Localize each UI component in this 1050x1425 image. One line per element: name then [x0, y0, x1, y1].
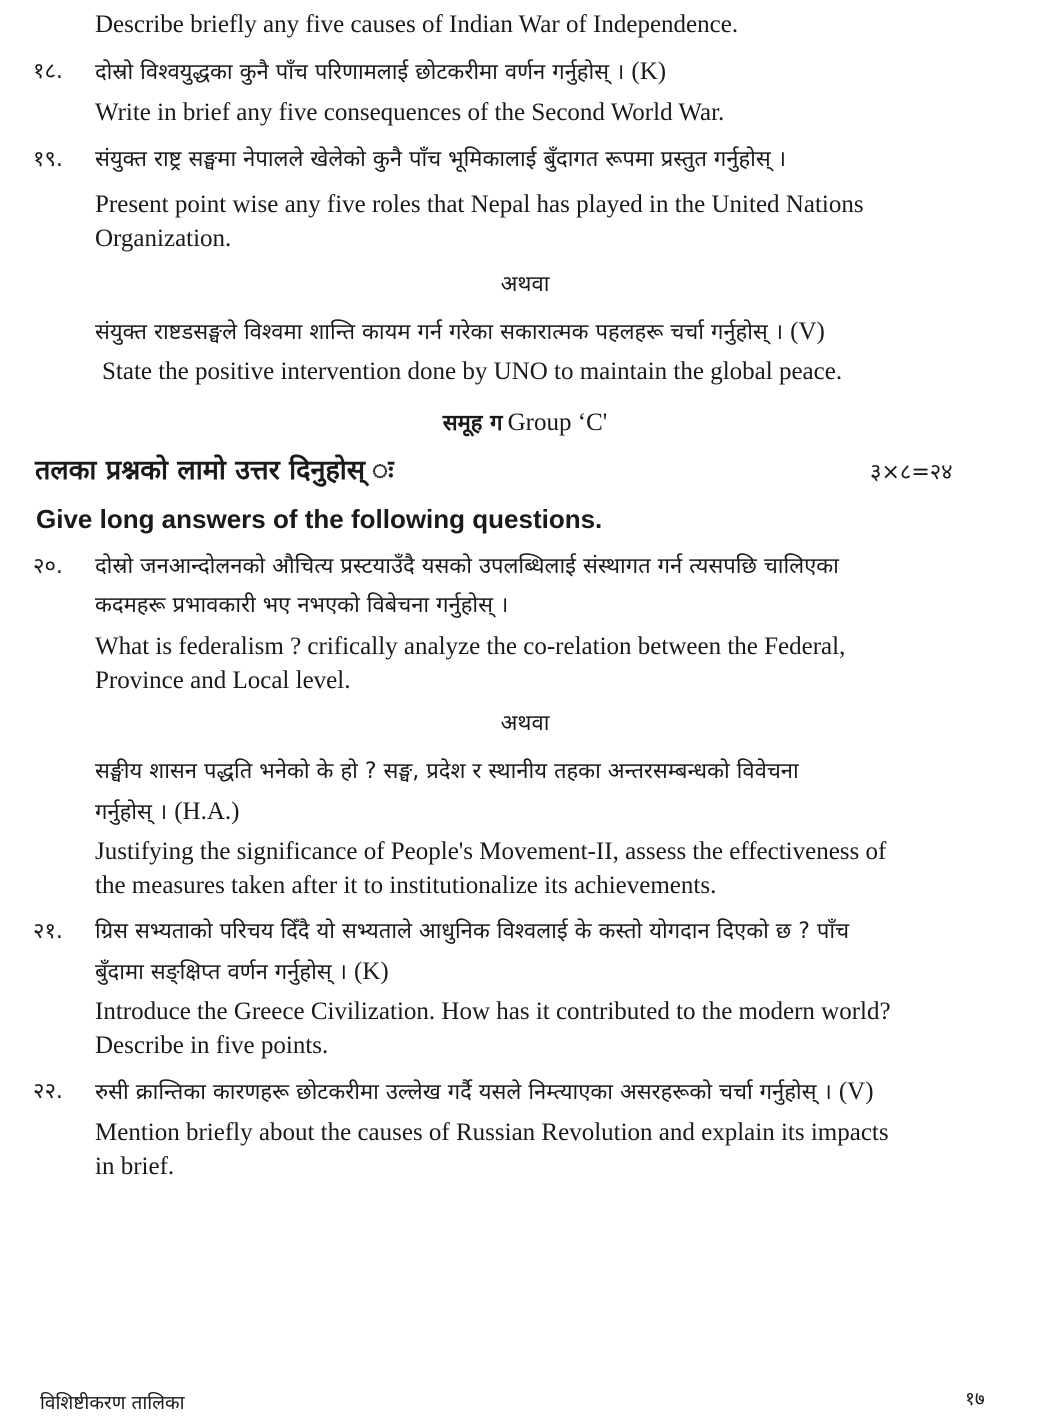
- q17-english: Describe briefly any five causes of Indian War of Independence.: [95, 11, 739, 38]
- q19-english-line1: Present point wise any five roles that Nepal has played in the United Nations: [95, 191, 864, 218]
- q20-nepali-line1: दोस्रो जनआन्दोलनको औचित्य प्रस्टयाउँदै यसको उपलब्धिलाई संस्थागत गर्न त्यसपछि चालिएका: [95, 554, 839, 579]
- footer-title: विशिष्टीकरण तालिका: [40, 1392, 185, 1414]
- q18-number: १८.: [33, 59, 63, 84]
- q19-or-label: अथवा: [500, 272, 550, 297]
- q22-number: २२.: [33, 1079, 63, 1104]
- q21-nepali-line1: ग्रिस सभ्यताको परिचय दिँदै यो सभ्यताले आधुनिक विश्वलाई के कस्तो योगदान दिएको छ ? पाँच: [95, 919, 850, 944]
- long-answer-instruction-nepali: तलका प्रश्नको लामो उत्तर दिनुहोस् ः: [35, 455, 394, 486]
- q20-or-label: अथवा: [500, 711, 550, 736]
- q19-nepali: संयुक्त राष्ट्र सङ्घमा नेपालले खेलेको कुनै पाँच भूमिकालाई बुँदागत रूपमा प्रस्तुत गर्नुहोस् ।: [95, 147, 787, 172]
- group-c-heading: समूह ग Group ‘C': [442, 409, 608, 436]
- marks-allocation: ३×८=२४: [870, 460, 953, 485]
- q20-alt-english-line2: the measures taken after it to institutionalize its achievements.: [95, 872, 717, 899]
- q18-nepali: दोस्रो विश्वयुद्धका कुनै पाँच परिणामलाई छोटकरीमा वर्णन गर्नुहोस् । (K): [95, 58, 667, 85]
- q22-english-line1: Mention briefly about the causes of Russian Revolution and explain its impacts: [95, 1119, 889, 1146]
- q19-english-line2: Organization.: [95, 225, 232, 252]
- q19-alt-nepali: संयुक्त राष्टडसङ्घले विश्वमा शान्ति कायम गर्न गरेका सकारात्मक पहलहरू चर्चा गर्नुहोस् । (V): [95, 318, 825, 345]
- q21-number: २१.: [33, 919, 63, 944]
- q20-nepali-line2: कदमहरू प्रभावकारी भए नभएको विबेचना गर्नुहोस् ।: [95, 593, 509, 618]
- q20-number: २०.: [33, 554, 63, 579]
- long-answer-instruction-english: Give long answers of the following questions.: [36, 504, 603, 534]
- q22-english-line2: in brief.: [95, 1153, 175, 1180]
- q20-english-line2: Province and Local level.: [95, 667, 351, 694]
- q18-english: Write in brief any five consequences of the Second World War.: [95, 99, 725, 126]
- q20-alt-nepali-line2: गर्नुहोस् । (H.A.): [95, 798, 240, 825]
- q21-english-line2: Describe in five points.: [95, 1032, 329, 1059]
- q19-number: १९.: [33, 147, 63, 172]
- q21-nepali-line2: बुँदामा सङ्क्षिप्त वर्णन गर्नुहोस् । (K): [95, 958, 389, 985]
- q20-english-line1: What is federalism ? crifically analyze the co-relation between the Federal,: [95, 633, 846, 660]
- q19-alt-english: State the positive intervention done by UNO to maintain the global peace.: [102, 358, 843, 385]
- q22-nepali: रुसी क्रान्तिका कारणहरू छोटकरीमा उल्लेख गर्दै यसले निम्त्याएका असरहरूको चर्चा गर्नुहोस् । (V): [95, 1078, 874, 1105]
- page-number: १७: [965, 1388, 985, 1410]
- q20-alt-english-line1: Justifying the significance of People's Movement-II, assess the effectiveness of: [95, 838, 887, 865]
- q20-alt-nepali-line1: सङ्घीय शासन पद्धति भनेको के हो ? सङ्घ, प्रदेश र स्थानीय तहका अन्तरसम्बन्धको विवेचना: [95, 759, 799, 784]
- q21-english-line1: Introduce the Greece Civilization. How has it contributed to the modern world?: [95, 998, 891, 1025]
